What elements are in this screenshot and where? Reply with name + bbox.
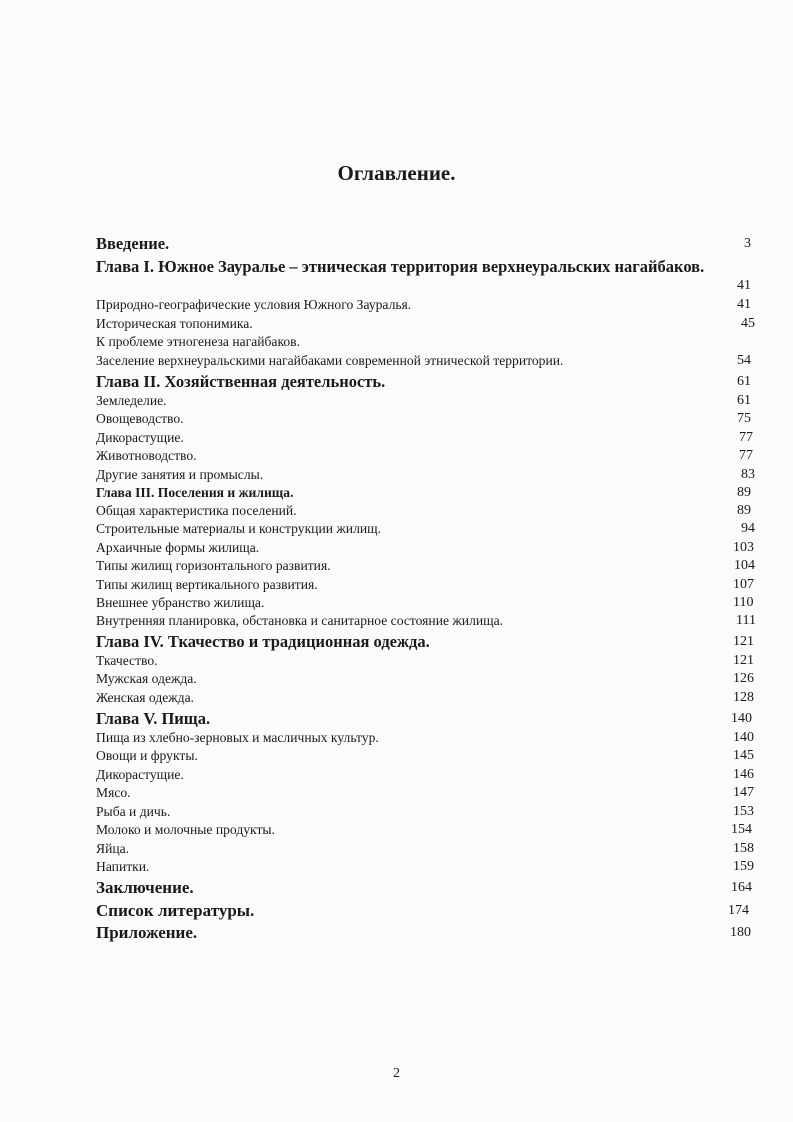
toc-entry xyxy=(96,840,756,860)
toc-entry-chapter-2 xyxy=(96,372,756,392)
toc-entry-label: Пища из хлебно-зерновых и масличных культур. xyxy=(96,730,379,745)
toc-entry-page: 154 xyxy=(731,822,752,837)
toc-entry-page: 128 xyxy=(733,690,754,705)
toc-entry-label: Животноводство. xyxy=(96,448,197,463)
toc-entry-page: 140 xyxy=(731,711,752,726)
toc-entry xyxy=(96,352,756,372)
toc-entry-appendix xyxy=(96,923,756,943)
toc-entry-page: 94 xyxy=(741,521,755,536)
toc-entry-label: Приложение. xyxy=(96,923,198,942)
toc-entry-page: 77 xyxy=(739,448,753,463)
toc-entry xyxy=(96,557,756,577)
toc-entry-page: 145 xyxy=(733,748,754,763)
toc-entry-label: Глава I. Южное Зауралье – этническая территория верхнеуральских нагайбаков. xyxy=(96,257,705,276)
page-number: 2 xyxy=(393,1066,400,1081)
toc-entry-page: 103 xyxy=(733,540,754,555)
toc-entry-label: Введение. xyxy=(96,234,170,253)
toc-entry xyxy=(96,652,756,672)
toc-entry xyxy=(96,612,756,632)
toc-entry-label: Архаичные формы жилища. xyxy=(96,540,260,555)
toc-entry xyxy=(96,689,756,709)
toc-entry xyxy=(96,296,756,316)
toc-entry-label: Типы жилищ горизонтального развития. xyxy=(96,558,331,573)
toc-entry xyxy=(96,858,756,878)
toc-entry xyxy=(96,784,756,804)
toc-entry-page: 180 xyxy=(730,925,751,940)
toc-entry-label: Внутренняя планировка, обстановка и санитарное состояние жилища. xyxy=(96,613,504,628)
toc-entry xyxy=(96,429,756,449)
toc-entry-label: Дикорастущие. xyxy=(96,767,184,782)
toc-entry-page: 41 xyxy=(737,278,751,293)
toc-entry xyxy=(96,502,756,522)
toc-entry-label: Дикорастущие. xyxy=(96,430,184,445)
toc-entry-label: Овощи и фрукты. xyxy=(96,748,198,763)
toc-entry-chapter-3 xyxy=(96,484,756,504)
toc-entry xyxy=(96,392,756,412)
toc-entry-page: 89 xyxy=(737,485,751,500)
page-title: Оглавление. xyxy=(337,161,456,185)
toc-entry-page: 158 xyxy=(733,841,754,856)
toc-entry xyxy=(96,803,756,823)
toc-entry-label: Мясо. xyxy=(96,785,131,800)
toc-entry-label: Земледелие. xyxy=(96,393,167,408)
toc-entry-label: Рыба и дичь. xyxy=(96,804,171,819)
toc-entry-label: Глава V. Пища. xyxy=(96,709,211,728)
toc-entry-label: Заключение. xyxy=(96,878,194,897)
toc-entry-page: 83 xyxy=(741,467,755,482)
toc-entry-page: 3 xyxy=(744,236,751,251)
toc-entry xyxy=(96,729,756,749)
toc-entry xyxy=(96,747,756,767)
toc-entry-label: Глава III. Поселения и жилища. xyxy=(96,485,294,500)
toc-entry-label: Другие занятия и промыслы. xyxy=(96,467,264,482)
toc-entry-page: 146 xyxy=(733,767,754,782)
toc-entry-label: Напитки. xyxy=(96,859,150,874)
toc-entry-page: 174 xyxy=(728,903,749,918)
toc-entry-page: 121 xyxy=(733,634,754,649)
toc-entry xyxy=(96,410,756,430)
toc-entry xyxy=(96,766,756,786)
toc-entry-label: Историческая топонимика. xyxy=(96,316,253,331)
toc-entry-chapter-1 xyxy=(96,256,756,296)
toc-entry-page: 107 xyxy=(733,577,754,592)
toc-entry-label: Женская одежда. xyxy=(96,690,195,705)
toc-entry-label: Природно-географические условия Южного Зауралья. xyxy=(96,297,412,312)
toc-entry-chapter-4 xyxy=(96,632,756,652)
toc-entry-page: 45 xyxy=(741,316,755,331)
toc-entry-label: Ткачество. xyxy=(96,653,158,668)
toc-entry-page: 126 xyxy=(733,671,754,686)
toc-entry-page: 140 xyxy=(733,730,754,745)
toc-entry-page: 111 xyxy=(736,613,756,628)
toc-entry-conclusion xyxy=(96,878,756,898)
toc-entry-label: Типы жилищ вертикального развития. xyxy=(96,577,318,592)
toc-entry-page: 75 xyxy=(737,411,751,426)
toc-entry-label: Общая характеристика поселений. xyxy=(96,503,297,518)
toc-entry-page: 164 xyxy=(731,880,752,895)
toc-entry-page: 153 xyxy=(733,804,754,819)
toc-entry-page: 159 xyxy=(733,859,754,874)
toc-entry-page: 41 xyxy=(737,297,751,312)
toc-entry-label: Молоко и молочные продукты. xyxy=(96,822,275,837)
toc-entry-page: 89 xyxy=(737,503,751,518)
toc-entry-page: 104 xyxy=(734,558,755,573)
toc-entry xyxy=(96,539,756,559)
toc-entry xyxy=(96,576,756,596)
toc-entry-page: 61 xyxy=(737,393,751,408)
toc-entry-label: Строительные материалы и конструкции жилищ. xyxy=(96,521,381,536)
toc-entry-page: 110 xyxy=(733,595,754,610)
toc-entry-page: 54 xyxy=(737,353,751,368)
toc-entry-label: Глава IV. Ткачество и традиционная одежда. xyxy=(96,632,430,651)
toc-entry xyxy=(96,670,756,690)
toc-entry-label: К проблеме этногенеза нагайбаков. xyxy=(96,334,300,349)
toc-entry-page: 61 xyxy=(737,374,751,389)
toc-entry xyxy=(96,315,756,335)
toc-entry-page: 147 xyxy=(733,785,754,800)
toc-entry xyxy=(96,333,756,353)
toc-entry xyxy=(96,466,756,486)
toc-entry-chapter-5 xyxy=(96,709,756,729)
toc-entry-label: Заселение верхнеуральскими нагайбаками современной этнической территории. xyxy=(96,353,564,368)
toc-entry-label: Внешнее убранство жилища. xyxy=(96,595,265,610)
toc-entry-label: Глава II. Хозяйственная деятельность. xyxy=(96,372,386,391)
toc-entry-label: Яйца. xyxy=(96,841,130,856)
toc-entry-introduction xyxy=(96,234,756,254)
toc-entry-label: Мужская одежда. xyxy=(96,671,197,686)
toc-entry-page: 121 xyxy=(733,653,754,668)
toc-entry xyxy=(96,821,756,841)
toc-entry-bibliography xyxy=(96,901,756,921)
toc-entry-label: Овощеводство. xyxy=(96,411,184,426)
toc-entry xyxy=(96,520,756,540)
toc-entry xyxy=(96,447,756,467)
toc-entry-page: 77 xyxy=(739,430,753,445)
toc-entry-label: Список литературы. xyxy=(96,901,255,920)
toc-entry xyxy=(96,594,756,614)
